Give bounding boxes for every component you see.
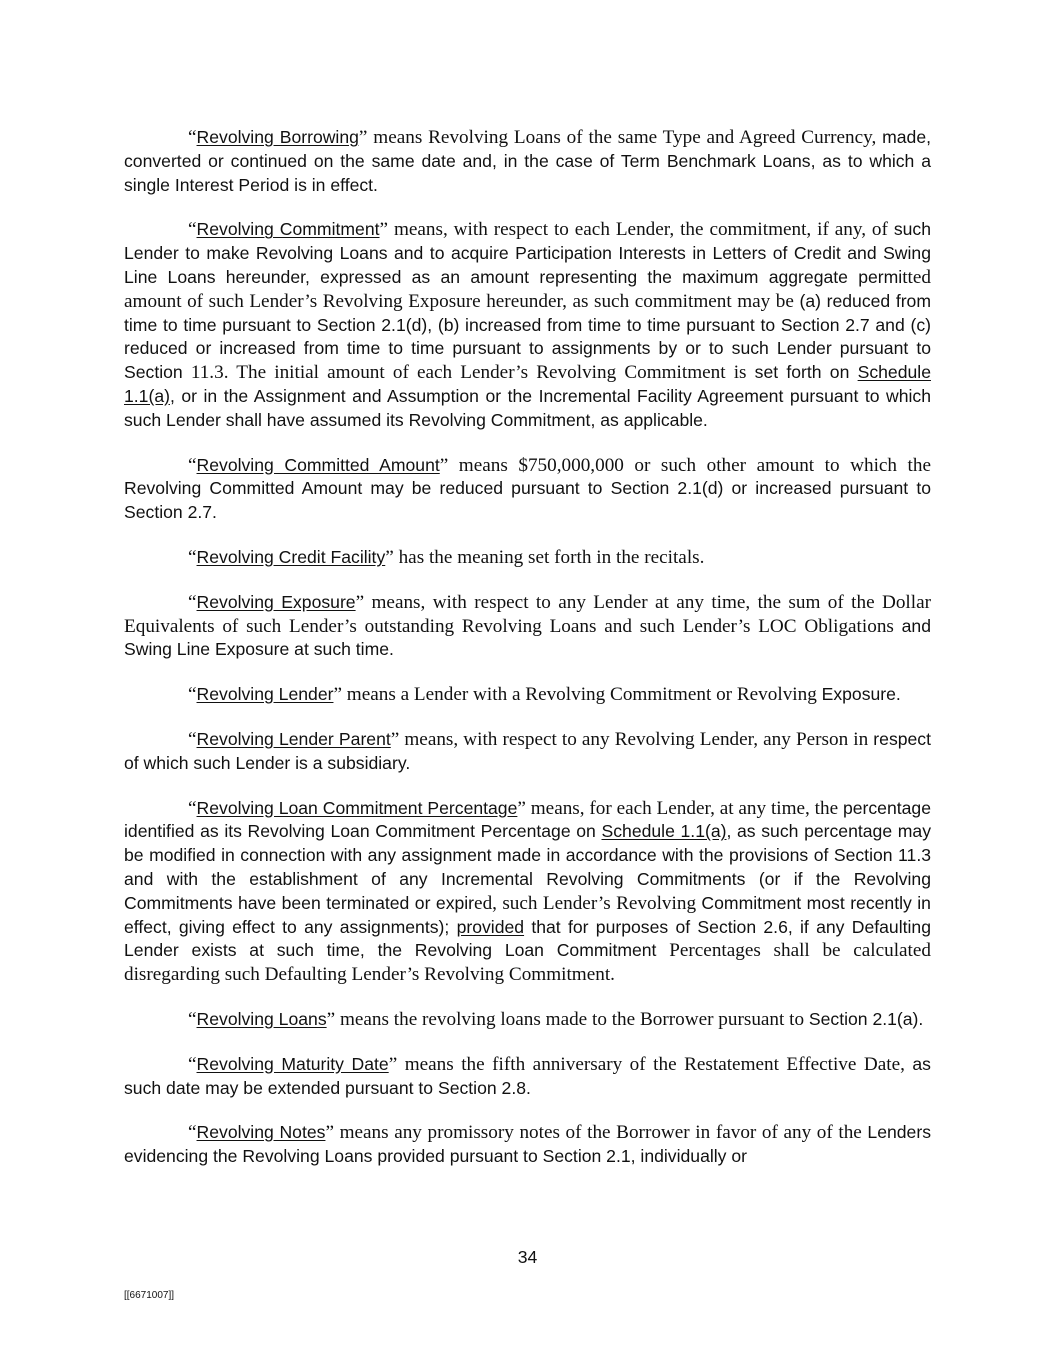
defined-term: Revolving Commitment <box>196 219 380 240</box>
definition-revolving-credit-facility: “Revolving Credit Facility” has the meaning set forth in the recitals. <box>188 546 705 568</box>
definition-revolving-notes: “Revolving Notes” means any promissory notes of the Borrower in favor of any of the Lenders evidencing the Revolving Loans provided pursuant to Section 2.1, individually or <box>124 1122 932 1167</box>
provided-reference: provided <box>456 916 525 937</box>
definition-revolving-commitment: “Revolving Commitment” means, with respect to each Lender, the commitment, if any, of such Lender to make Revolving Loans and to acquire Participation Interests in Letters of Credit and Swing Line Loans hereunder, expressed as an amount representing the maximum aggregate permitted amount of such Lender’s Revolving Exposure hereunder, as such commitment may be (a) reduced from time to time pursuant to Section 2.1(d), (b) increased from time to time pursuant to Section 2.7 and (c) reduced or increased from time to time pursuant to assignments by or to such Lender pursuant to Section 11.3. The initial amount of each Lender’s Revolving Commitment is set forth on Schedule 1.1(a), or in the Assignment and Assumption or the Incremental Facility Agreement pursuant to which such Lender shall have assumed its Revolving Commitment, as applicable. <box>124 219 932 430</box>
definition-revolving-committed-amount: “Revolving Committed Amount” means $750,000,000 or such other amount to which the Revolving Committed Amount may be reduced pursuant to Section 2.1(d) or increased pursuant to Section 2.7. <box>124 454 931 523</box>
defined-term: Revolving Loans <box>196 1008 327 1029</box>
definition-revolving-loans: “Revolving Loans” means the revolving loans made to the Borrower pursuant to Section 2.1(a). <box>188 1008 924 1030</box>
document-body <box>124 126 931 1190</box>
definition-revolving-borrowing: “Revolving Borrowing” means Revolving Loans of the same Type and Agreed Currency, made, converted or continued on the same date and, in the case of Term Benchmark Loans, as to which a single Interest Period is in effect. <box>124 127 931 195</box>
page-number: 34 <box>517 1247 538 1267</box>
defined-term: Revolving Borrowing <box>196 127 359 147</box>
definition-revolving-maturity-date: “Revolving Maturity Date” means the fifth anniversary of the Restatement Effective Date, as such date may be extended pursuant to Section 2.8. <box>124 1053 931 1098</box>
defined-term: Revolving Lender Parent <box>196 728 391 749</box>
defined-term: Revolving Lender <box>196 684 334 705</box>
schedule-reference: Schedule 1.1(a) <box>124 362 931 406</box>
defined-term: Revolving Credit Facility <box>196 546 386 567</box>
defined-term: Revolving Loan Commitment Percentage <box>196 797 518 818</box>
defined-term: Revolving Notes <box>196 1122 326 1143</box>
defined-term: Revolving Committed Amount <box>196 454 440 475</box>
definition-revolving-loan-commitment-percentage: “Revolving Loan Commitment Percentage” means, for each Lender, at any time, the percentage identified as its Revolving Loan Commitment Percentage on Schedule 1.1(a), as such percentage may be modified in connection with any assignment made in accordance with the provisions of Section 11.3 and with the establishment of any Incremental Revolving Commitments (or if the Revolving Commitments have been terminated or expired, such Lender’s Revolving Commitment most recently in effect, giving effect to any assignments); provided that for purposes of Section 2.6, if any Defaulting Lender exists at such time, the Revolving Loan Commitment Percentages shall be calculated disregarding such Defaulting Lender’s Revolving Commitment. <box>124 797 932 986</box>
defined-term: Revolving Exposure <box>196 591 356 612</box>
document-id: [[6671007]] <box>124 1290 175 1301</box>
definition-revolving-lender-parent: “Revolving Lender Parent” means, with respect to any Revolving Lender, any Person in respect of which such Lender is a subsidiary. <box>124 728 931 773</box>
schedule-reference: Schedule 1.1(a) <box>601 821 727 842</box>
definition-revolving-exposure: “Revolving Exposure” means, with respect to any Lender at any time, the sum of the Dollar Equivalents of such Lender’s outstanding Revolving Loans and such Lender’s LOC Obligations and Swing Line Exposure at such time. <box>124 591 931 660</box>
definition-revolving-lender: “Revolving Lender” means a Lender with a Revolving Commitment or Revolving Exposure. <box>188 684 901 706</box>
defined-term: Revolving Maturity Date <box>196 1053 389 1074</box>
